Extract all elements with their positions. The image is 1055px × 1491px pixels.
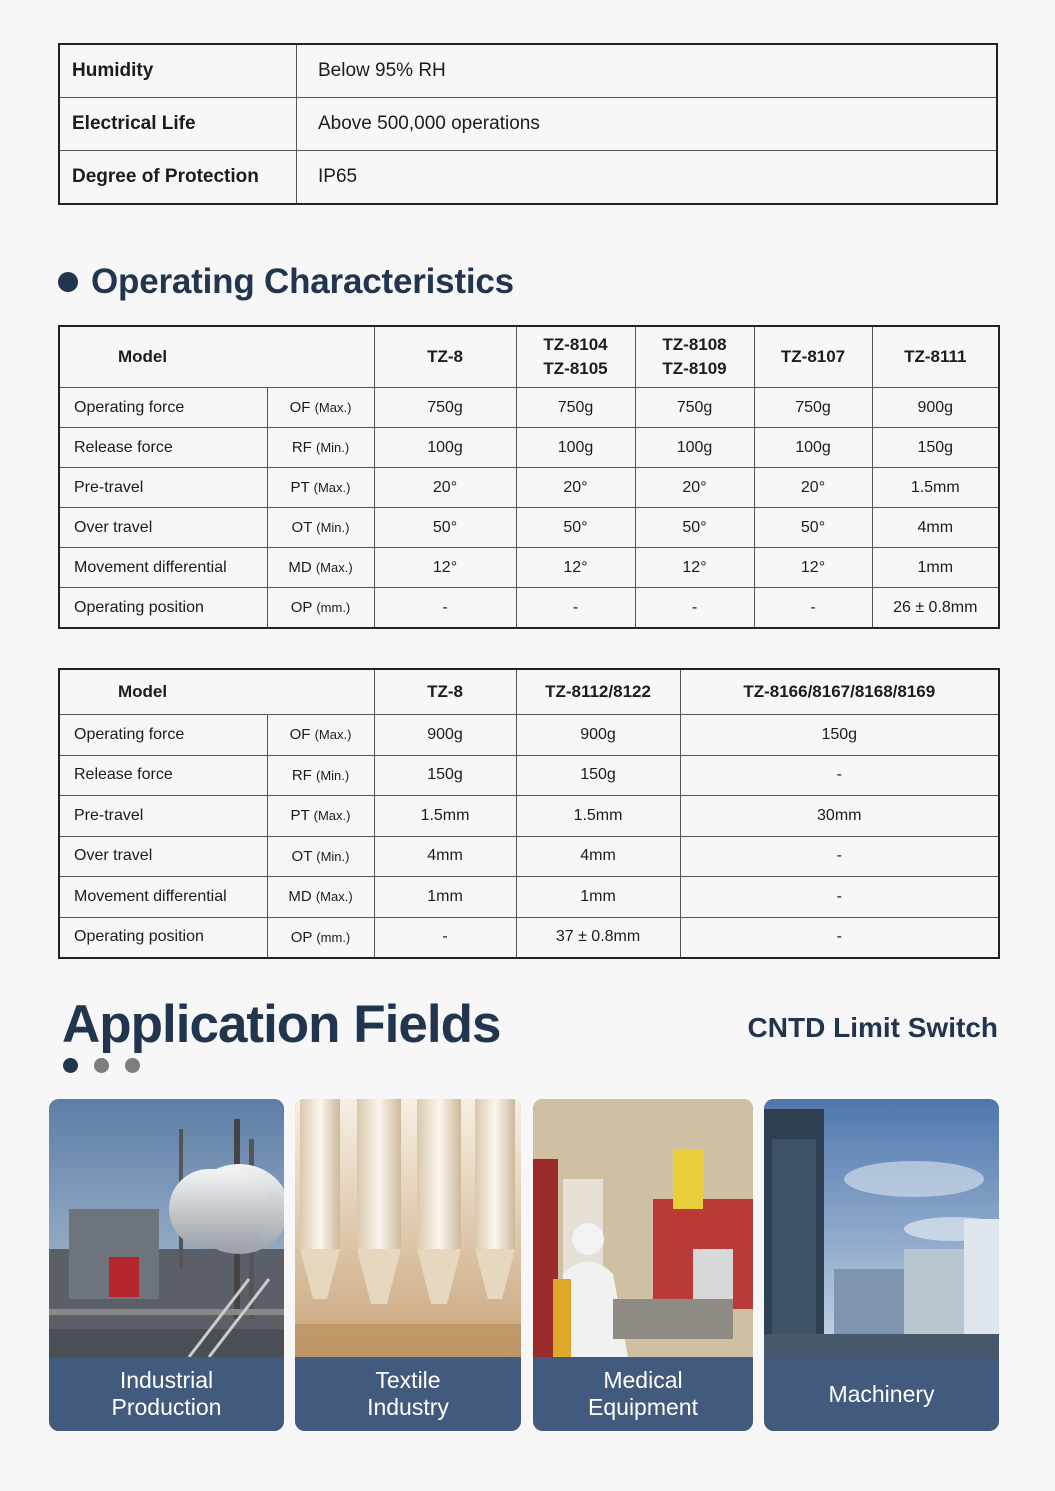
characteristic-symbol	[267, 508, 374, 548]
value-cell: -	[680, 836, 999, 877]
characteristic-symbol	[267, 588, 374, 629]
characteristic-name: Pre-travel	[59, 468, 267, 508]
value-cell: 1mm	[374, 877, 516, 918]
value-cell: 100g	[635, 428, 754, 468]
model-name: TZ-8109	[662, 359, 727, 378]
characteristic-symbol	[267, 836, 374, 877]
symbol-code: RF	[291, 766, 312, 784]
symbol-qualifier: (Max.)	[314, 727, 352, 743]
symbol-code: PT	[290, 479, 310, 496]
table-row	[59, 508, 999, 548]
table-row	[59, 755, 999, 796]
model-name: TZ-8108	[662, 335, 727, 354]
value-cell: 900g	[374, 715, 516, 756]
bullet-dot-icon	[58, 272, 78, 292]
characteristic-symbol	[267, 468, 374, 508]
operating-section-heading	[58, 262, 514, 302]
symbol-code: PT	[290, 807, 310, 825]
symbol-code: OT	[291, 847, 313, 865]
value-cell: -	[374, 588, 516, 629]
value-cell: -	[680, 917, 999, 958]
value-cell: 900g	[872, 388, 999, 428]
symbol-qualifier: (Max.)	[313, 808, 351, 824]
caption-line: Medical	[603, 1367, 683, 1393]
spec-label: Humidity	[59, 44, 297, 98]
value-cell: 12°	[635, 548, 754, 588]
value-cell: 4mm	[374, 836, 516, 877]
symbol-qualifier: (Min.)	[315, 440, 350, 455]
symbol-qualifier: (Max.)	[315, 889, 353, 905]
characteristic-symbol	[267, 388, 374, 428]
symbol-qualifier: (mm.)	[316, 929, 351, 945]
column-header: TZ-8	[374, 669, 516, 715]
value-cell: 900g	[516, 715, 680, 756]
model-header: Model	[59, 326, 374, 388]
dot-icon	[63, 1058, 78, 1073]
symbol-code: RF	[291, 439, 312, 456]
column-header: TZ-8166/8167/8168/8169	[680, 669, 999, 715]
model-header: Model	[59, 669, 374, 715]
characteristic-symbol	[267, 428, 374, 468]
value-cell: 1mm	[516, 877, 680, 918]
characteristic-name: Pre-travel	[59, 796, 267, 837]
application-card-medical	[533, 1099, 753, 1431]
characteristic-name: Operating position	[59, 588, 267, 629]
symbol-code: MD	[288, 888, 312, 906]
value-cell: 12°	[516, 548, 635, 588]
spec-label: Electrical Life	[59, 98, 297, 151]
value-cell: 26 ± 0.8mm	[872, 588, 999, 629]
caption-line: Machinery	[828, 1380, 935, 1407]
characteristic-name: Operating force	[59, 388, 267, 428]
dot-icon	[125, 1058, 140, 1073]
value-cell: 20°	[635, 468, 754, 508]
value-cell: -	[680, 755, 999, 796]
value-cell: 150g	[872, 428, 999, 468]
spec-label: Degree of Protection	[59, 151, 297, 205]
value-cell: 150g	[374, 755, 516, 796]
symbol-code: OP	[290, 599, 313, 616]
model-name: TZ-8105	[543, 359, 608, 378]
table-row	[59, 548, 999, 588]
carousel-dots	[63, 1058, 140, 1073]
symbol-qualifier: (Min.)	[315, 767, 350, 783]
card-caption	[533, 1357, 753, 1431]
caption-line: Equipment	[588, 1394, 698, 1420]
caption-line: Industrial	[119, 1367, 214, 1393]
table-row	[59, 877, 999, 918]
column-header: TZ-8112/8122	[516, 669, 680, 715]
symbol-qualifier: (mm.)	[316, 600, 351, 615]
card-caption	[295, 1357, 521, 1431]
value-cell: 4mm	[516, 836, 680, 877]
table-header-row	[59, 326, 999, 388]
value-cell: -	[374, 917, 516, 958]
symbol-code: OF	[289, 399, 311, 416]
card-caption	[764, 1357, 999, 1431]
value-cell: -	[516, 588, 635, 629]
characteristic-name: Operating position	[59, 917, 267, 958]
value-cell: 750g	[635, 388, 754, 428]
value-cell: 150g	[516, 755, 680, 796]
value-cell: 50°	[374, 508, 516, 548]
card-caption	[49, 1357, 284, 1431]
table-row	[59, 796, 999, 837]
table-row	[59, 836, 999, 877]
value-cell: 4mm	[872, 508, 999, 548]
application-title: Application Fields	[62, 995, 501, 1054]
symbol-qualifier: (Min.)	[316, 520, 350, 535]
characteristic-name: Over travel	[59, 508, 267, 548]
value-cell: 150g	[680, 715, 999, 756]
value-cell: 750g	[754, 388, 872, 428]
value-cell: 20°	[516, 468, 635, 508]
model-name: TZ-8107	[780, 347, 846, 366]
dot-icon	[94, 1058, 109, 1073]
value-cell: 12°	[754, 548, 872, 588]
table-row	[59, 428, 999, 468]
table-row	[59, 98, 997, 151]
table-row	[59, 44, 997, 98]
textile-spools-image	[295, 1099, 521, 1357]
value-cell: 30mm	[680, 796, 999, 837]
table-row	[59, 151, 997, 205]
operating-table-2	[58, 668, 1000, 959]
machinery-plant-image	[764, 1099, 999, 1357]
value-cell: 50°	[635, 508, 754, 548]
characteristic-symbol	[267, 715, 374, 756]
industrial-plant-image	[49, 1099, 284, 1357]
table-row	[59, 917, 999, 958]
characteristic-name: Movement differential	[59, 548, 267, 588]
application-card-machinery	[764, 1099, 999, 1431]
value-cell: 100g	[374, 428, 516, 468]
value-cell: 50°	[516, 508, 635, 548]
column-header	[635, 326, 754, 388]
characteristic-symbol	[267, 755, 374, 796]
characteristic-name: Movement differential	[59, 877, 267, 918]
characteristic-symbol	[267, 877, 374, 918]
characteristic-symbol	[267, 796, 374, 837]
characteristic-name: Release force	[59, 755, 267, 796]
environment-spec-table	[58, 43, 998, 205]
model-name: TZ-8104	[543, 335, 608, 354]
value-cell: -	[754, 588, 872, 629]
symbol-qualifier: (Max.)	[315, 560, 353, 575]
symbol-qualifier: (Max.)	[313, 480, 351, 495]
table-row	[59, 388, 999, 428]
column-header	[516, 326, 635, 388]
value-cell: 20°	[374, 468, 516, 508]
characteristic-name: Over travel	[59, 836, 267, 877]
characteristic-name: Release force	[59, 428, 267, 468]
table-row	[59, 588, 999, 629]
value-cell: 20°	[754, 468, 872, 508]
caption-line: Textile	[375, 1367, 441, 1393]
symbol-code: MD	[288, 559, 312, 576]
value-cell: 100g	[754, 428, 872, 468]
value-cell: 750g	[516, 388, 635, 428]
symbol-qualifier: (Min.)	[316, 848, 350, 864]
table-header-row	[59, 669, 999, 715]
spec-value: IP65	[297, 151, 998, 205]
table-row	[59, 715, 999, 756]
application-card-textile	[295, 1099, 521, 1431]
symbol-code: OF	[289, 726, 311, 744]
value-cell: 50°	[754, 508, 872, 548]
characteristic-name: Operating force	[59, 715, 267, 756]
model-name: TZ-8111	[904, 347, 967, 366]
column-header	[872, 326, 999, 388]
application-subtitle: CNTD Limit Switch	[747, 1012, 998, 1043]
table-row	[59, 468, 999, 508]
value-cell: 12°	[374, 548, 516, 588]
application-card-industrial	[49, 1099, 284, 1431]
spec-value: Above 500,000 operations	[297, 98, 998, 151]
symbol-qualifier: (Max.)	[314, 400, 352, 415]
caption-line: Industry	[367, 1394, 449, 1420]
characteristic-symbol	[267, 917, 374, 958]
column-header	[374, 326, 516, 388]
operating-table-1	[58, 325, 1000, 629]
value-cell: 1.5mm	[872, 468, 999, 508]
section-title: Operating Characteristics	[91, 262, 514, 301]
value-cell: -	[680, 877, 999, 918]
value-cell: 37 ± 0.8mm	[516, 917, 680, 958]
medical-lab-image	[533, 1099, 753, 1357]
value-cell: -	[635, 588, 754, 629]
spec-value: Below 95% RH	[297, 44, 998, 98]
column-header	[754, 326, 872, 388]
value-cell: 1.5mm	[516, 796, 680, 837]
model-name: TZ-8	[427, 347, 463, 366]
symbol-code: OT	[291, 519, 313, 536]
caption-line: Production	[111, 1394, 222, 1420]
symbol-code: OP	[290, 928, 313, 946]
characteristic-symbol	[267, 548, 374, 588]
value-cell: 100g	[516, 428, 635, 468]
value-cell: 750g	[374, 388, 516, 428]
value-cell: 1mm	[872, 548, 999, 588]
value-cell: 1.5mm	[374, 796, 516, 837]
